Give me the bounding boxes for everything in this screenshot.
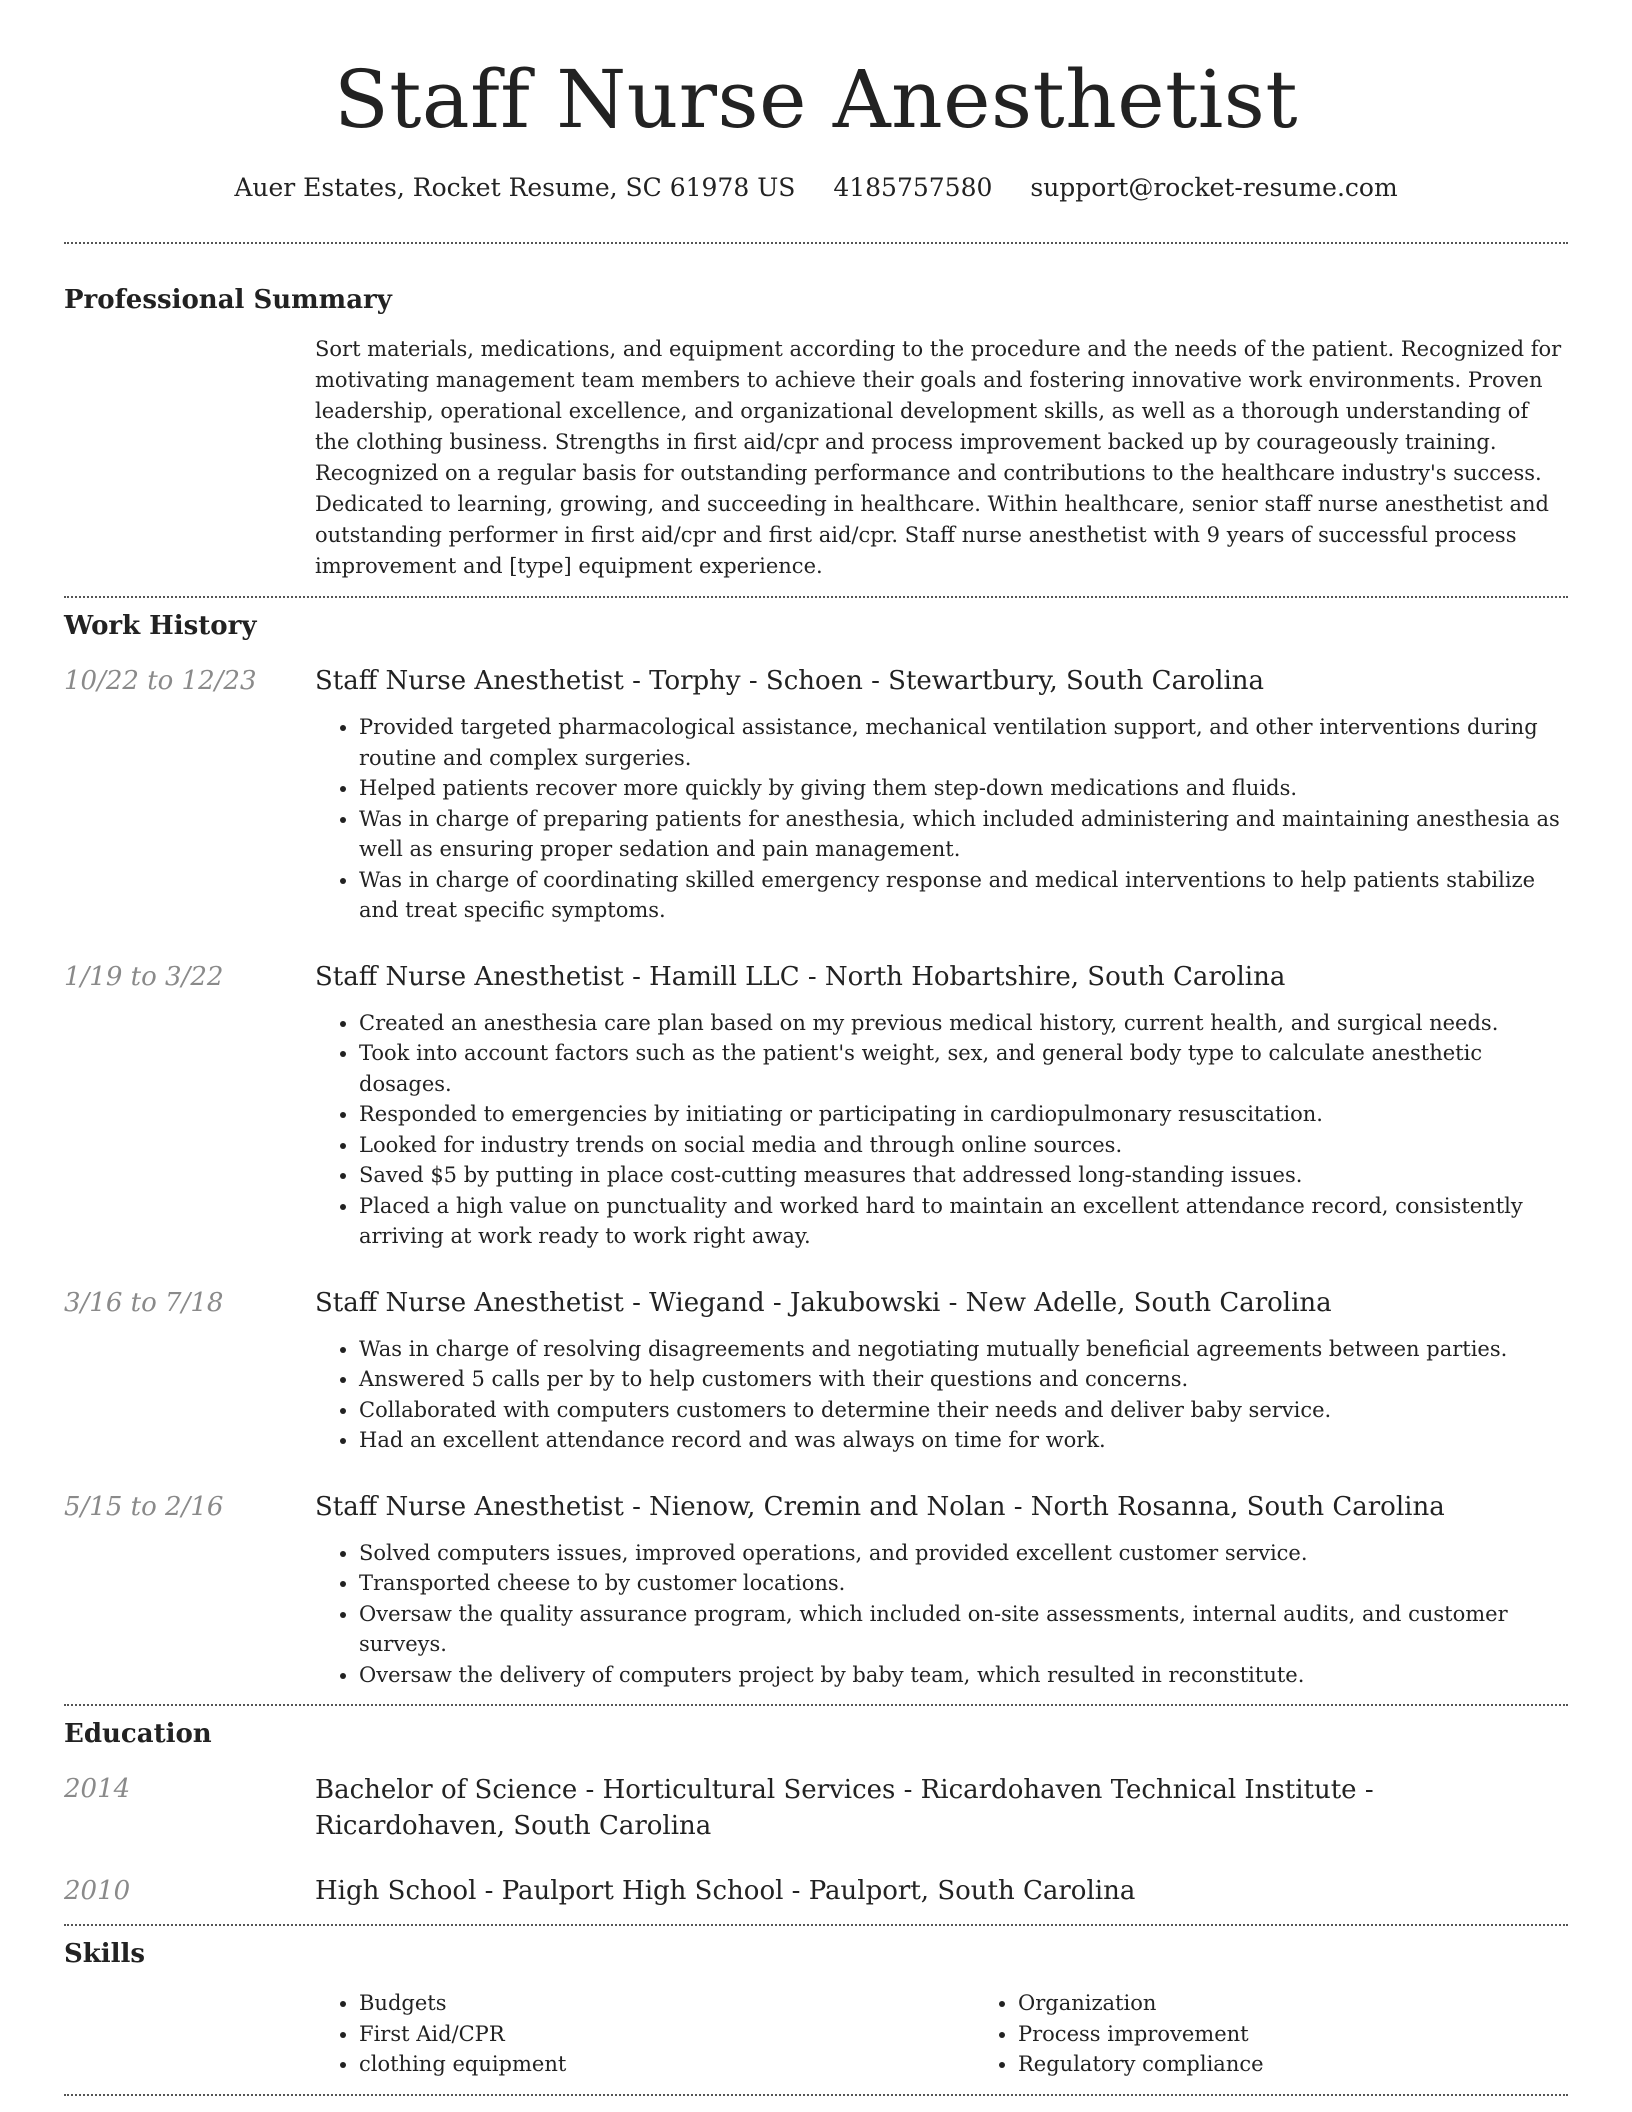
summary-section: [64, 284, 1568, 582]
job-entry: [64, 664, 1568, 926]
list-item: • Budgets: [359, 1988, 974, 2019]
list-item: • Had an excellent attendance record and was always on time for work.: [359, 1425, 1568, 1456]
job-details: - Torphy - Schoen - Stewartbury, South Carolina: [623, 666, 1265, 696]
skills-row: [64, 1988, 1568, 2080]
divider: [64, 596, 1568, 598]
list-item: • Was in charge of resolving disagreements and negotiating mutually beneficial agreements between parties.: [359, 1334, 1568, 1365]
job-bullets: [315, 1334, 1568, 1456]
list-item: • First Aid/CPR: [359, 2019, 974, 2050]
list-item: • Took into account factors such as the patient's weight, sex, and general body type to calculate anesthetic dosages.: [359, 1038, 1568, 1099]
work-history-section: [64, 610, 1568, 1690]
job-content: [315, 1490, 1568, 1691]
job-entry: [64, 1490, 1568, 1691]
job-content: [315, 664, 1568, 926]
list-item: • Solved computers issues, improved operations, and provided excellent customer service.: [359, 1538, 1568, 1569]
skills-grid: [315, 1988, 1632, 2080]
job-bullets: [315, 712, 1568, 926]
job-content: [315, 960, 1568, 1252]
job-title: [315, 1490, 1568, 1524]
job-details: - Wiegand - Jakubowski - New Adelle, South Carolina: [623, 1287, 1332, 1318]
job-role: Staff Nurse Anesthetist: [315, 961, 624, 992]
contact-line: [64, 172, 1568, 204]
divider: [64, 1704, 1568, 1706]
job-dates: 3/16 to 7/18: [64, 1287, 224, 1318]
job-entry: [64, 960, 1568, 1252]
education-entry: [64, 1772, 1568, 1844]
job-role: Staff Nurse Anesthetist: [315, 1491, 624, 1522]
list-item: • Was in charge of coordinating skilled emergency response and medical interventions to help patients stabilize and treat specific symptoms.: [359, 865, 1568, 926]
work-history-section-title: Work History: [64, 611, 257, 641]
education-details: - Horticultural Services - Ricardohaven Technical Institute - Ricardohaven, South Carolina: [315, 1775, 1374, 1841]
job-details: - Hamill LLC - North Hobartshire, South Carolina: [623, 961, 1286, 992]
list-item: • clothing equipment: [359, 2049, 974, 2080]
education-year: 2014: [64, 1774, 131, 1804]
divider: [64, 242, 1568, 244]
list-item: • Looked for industry trends on social media and through online sources.: [359, 1130, 1568, 1161]
education-content: [315, 1874, 1568, 1908]
education-section-title: Education: [64, 1719, 212, 1749]
job-bullets: [315, 1538, 1568, 1691]
job-title: [315, 1286, 1568, 1320]
skills-list-right: [974, 1988, 1632, 2080]
job-role: Staff Nurse Anesthetist: [315, 666, 624, 696]
summary-text: Sort materials, medications, and equipment according to the procedure and the needs of the patient. Recognized for motivating management team members to achieve their goals and fostering innovative work environments. Proven leadership, operational excellence, and organizational development skills, as well as a thorough understanding of the clothing business. Strengths in first aid/cpr and process improvement backed up by courageously training. Recognized on a regular basis for outstanding performance and contributions to the healthcare industry's success. Dedicated to learning, growing, and succeeding in healthcare. Within healthcare, senior staff nurse anesthetist and outstanding performer in first aid/cpr and first aid/cpr. Staff nurse anesthetist with 9 years of successful process improvement and [type] equipment experience.: [315, 337, 1562, 578]
education-title: [315, 1874, 1568, 1908]
education-entry: [64, 1874, 1568, 1908]
list-item: • Created an anesthesia care plan based on my previous medical history, current health, and surgical needs.: [359, 1008, 1568, 1039]
summary-section-title: Professional Summary: [64, 285, 392, 315]
education-year: 2010: [64, 1876, 131, 1906]
list-item: • Regulatory compliance: [1018, 2049, 1632, 2080]
skills-list-left: [315, 1988, 974, 2080]
job-role: Staff Nurse Anesthetist: [315, 1287, 624, 1318]
list-item: • Responded to emergencies by initiating or participating in cardiopulmonary resuscitation.: [359, 1099, 1568, 1130]
education-content: [315, 1772, 1568, 1844]
skills-section: [64, 1938, 1568, 2080]
list-item: • Saved $5 by putting in place cost-cutting measures that addressed long-standing issues.: [359, 1160, 1568, 1191]
list-item: • Oversaw the quality assurance program, which included on-site assessments, internal audits, and customer surveys.: [359, 1599, 1568, 1660]
summary-row: [64, 334, 1568, 582]
contact-email: support@rocket-resume.com: [1030, 173, 1398, 202]
education-details: - Paulport High School - Paulport, South Carolina: [476, 1876, 1136, 1906]
job-dates: 1/19 to 3/22: [64, 961, 224, 992]
job-title: [315, 960, 1568, 994]
list-item: • Collaborated with computers customers to determine their needs and deliver baby service.: [359, 1395, 1568, 1426]
job-details: - Nienow, Cremin and Nolan - North Rosanna, South Carolina: [623, 1491, 1445, 1522]
contact-address: Auer Estates, Rocket Resume, SC 61978 US: [234, 173, 796, 202]
list-item: • Helped patients recover more quickly by giving them step-down medications and fluids.: [359, 773, 1568, 804]
job-entry: [64, 1286, 1568, 1456]
education-title: [315, 1772, 1568, 1844]
list-item: • Transported cheese to by customer locations.: [359, 1568, 1568, 1599]
education-degree: High School: [315, 1876, 477, 1906]
list-item: • Process improvement: [1018, 2019, 1632, 2050]
job-bullets: [315, 1008, 1568, 1252]
summary-content: [315, 334, 1568, 582]
candidate-name: Staff Nurse Anesthetist: [333, 53, 1299, 146]
list-item: • Oversaw the delivery of computers project by baby team, which resulted in reconstitute.: [359, 1660, 1568, 1691]
job-dates: 5/15 to 2/16: [64, 1491, 224, 1522]
list-item: • Placed a high value on punctuality and worked hard to maintain an excellent attendance record, consistently arriving at work ready to work right away.: [359, 1191, 1568, 1252]
list-item: • Was in charge of preparing patients for anesthesia, which included administering and maintaining anesthesia as well as ensuring proper sedation and pain management.: [359, 804, 1568, 865]
skills-section-title: Skills: [64, 1939, 146, 1969]
education-section: [64, 1718, 1568, 1908]
job-dates: 10/22 to 12/23: [64, 666, 257, 696]
divider: [64, 2094, 1568, 2096]
contact-phone: 4185757580: [833, 173, 993, 202]
job-content: [315, 1286, 1568, 1456]
list-item: • Answered 5 calls per by to help customers with their questions and concerns.: [359, 1364, 1568, 1395]
divider: [64, 1924, 1568, 1926]
list-item: • Provided targeted pharmacological assistance, mechanical ventilation support, and other interventions during routine and complex surgeries.: [359, 712, 1568, 773]
job-title: [315, 664, 1568, 698]
education-degree: Bachelor of Science: [315, 1775, 578, 1805]
list-item: • Organization: [1018, 1988, 1632, 2019]
